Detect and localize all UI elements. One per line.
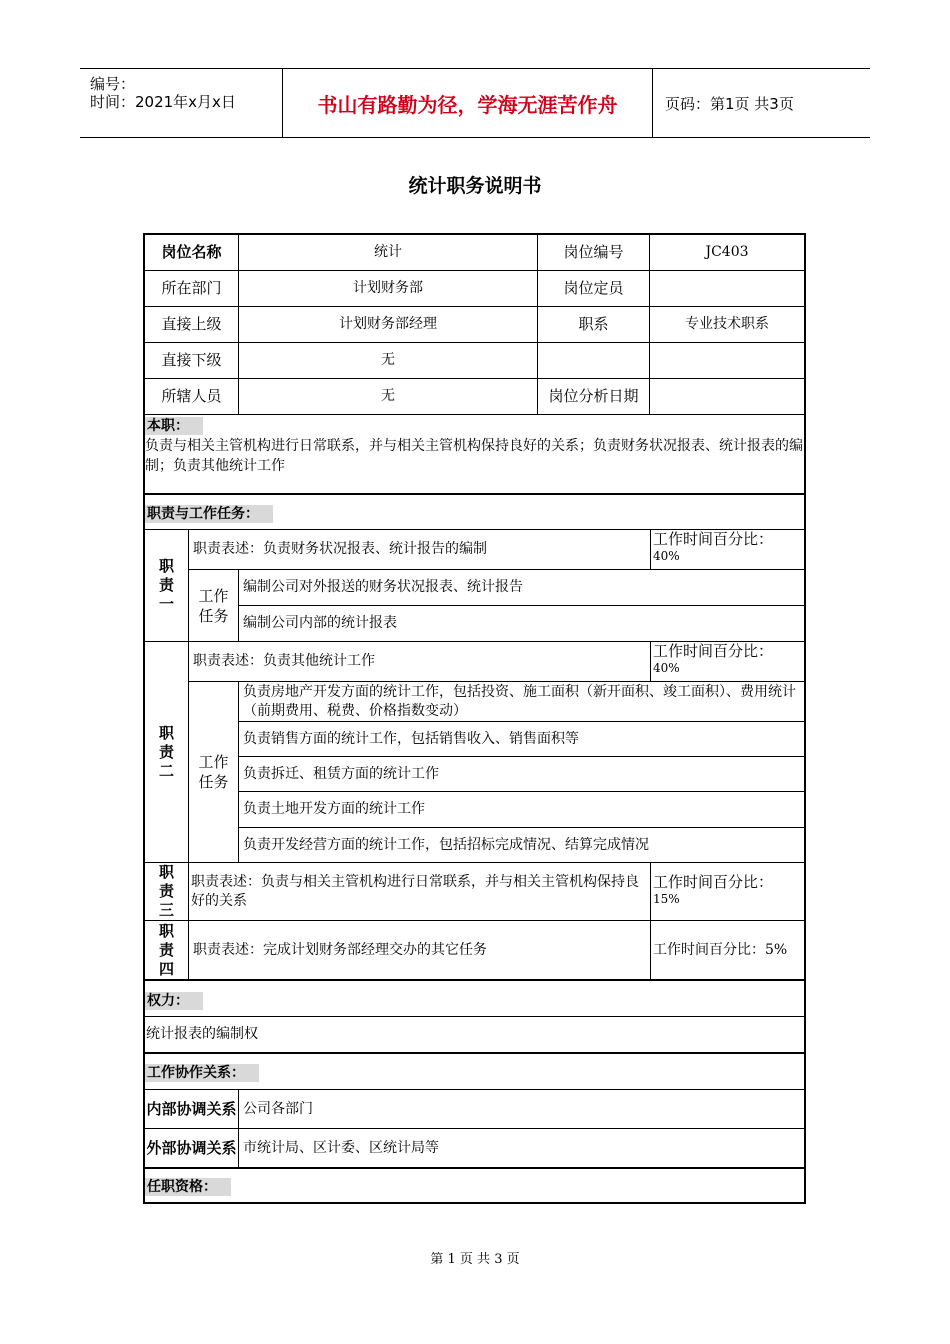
quota-label: 岗位定员: [538, 271, 650, 307]
relations-label: 工作协作关系：: [145, 1064, 259, 1082]
header-motto: 书山有路勤为径，学海无涯苦作舟: [283, 69, 653, 137]
duty-2-pct-label: 工作时间百分比：: [653, 642, 774, 660]
page-footer: 第 1 页 共 3 页: [430, 1252, 520, 1267]
duty-4-name: 职责四: [158, 921, 174, 978]
duty-text: 负责与相关主管机构进行日常联系，并与相关主管机构保持良好的关系；负责财务状况报表、统计报表的编制；负责其他统计工作: [145, 438, 803, 474]
staff-label: 所辖人员: [145, 379, 239, 415]
duty-2-pct: [651, 642, 804, 682]
quota-value: [650, 271, 804, 307]
duty-3-name: 职责三: [158, 863, 174, 919]
duty-2-pct-value: 40%: [653, 661, 680, 675]
job-description-form: [143, 233, 806, 1204]
duty-1-task-label: 工作任务: [189, 570, 239, 642]
duty-3-pct-value: 15%: [653, 892, 680, 906]
qualification-label: 任职资格：: [145, 1178, 231, 1196]
document-header: [80, 68, 870, 138]
analysis-date-value: [650, 379, 804, 415]
superior-value: 计划财务部经理: [239, 307, 538, 343]
series-label: 职系: [538, 307, 650, 343]
responsibilities-label: 职责与工作任务：: [145, 505, 273, 523]
header-time: 时间：2021年x月x日: [90, 93, 236, 111]
duty-2-task-5: 负责开发经营方面的统计工作，包括招标完成情况、结算完成情况: [239, 828, 804, 863]
duty-1-pct: [651, 530, 804, 570]
subordinate-label: 直接下级: [145, 343, 239, 379]
duty-section: [145, 415, 804, 495]
duty-3-pct: [651, 863, 804, 921]
duty-3-pct-label: 工作时间百分比：: [653, 873, 774, 891]
authority-header: [145, 983, 804, 1017]
external-label: 外部协调关系: [146, 1138, 237, 1157]
header-number: 编号：: [90, 75, 136, 93]
duty-1-task-2: 编制公司内部的统计报表: [239, 606, 804, 642]
duty-1-name-cell: [145, 530, 189, 642]
duty-1-name: 职责一: [158, 557, 174, 613]
superior-label: 直接上级: [145, 307, 239, 343]
relations-header: [145, 1056, 804, 1090]
duty-3-name-cell: [145, 863, 189, 921]
internal-value: 公司各部门: [239, 1090, 804, 1129]
duty-2-task-3: 负责拆迁、租赁方面的统计工作: [239, 757, 804, 792]
responsibilities-header: [145, 497, 804, 530]
header-meta: [80, 69, 283, 137]
duty-3-desc: 职责表述：负责与相关主管机构进行日常联系，并与相关主管机构保持良好的关系: [189, 863, 651, 921]
duty-4-name-cell: [145, 921, 189, 981]
analysis-date-label: 岗位分析日期: [538, 379, 650, 415]
duty-2-name-cell: [145, 642, 189, 863]
duty-1-pct-value: 40%: [653, 549, 680, 563]
duty-2-task-4: 负责土地开发方面的统计工作: [239, 792, 804, 828]
staff-value: 无: [239, 379, 538, 415]
duty-2-task-label: 工作任务: [189, 682, 239, 863]
authority-label: 权力：: [145, 992, 203, 1010]
duty-2-name: 职责二: [158, 723, 174, 780]
subordinate-value: 无: [239, 343, 538, 379]
post-name-value: 统计: [239, 235, 538, 271]
duty-label: 本职：: [145, 417, 203, 435]
internal-label-cell: [145, 1090, 239, 1129]
empty-cell: [650, 343, 804, 379]
series-value: 专业技术职系: [650, 307, 804, 343]
page-title: 统计职务说明书: [408, 175, 542, 197]
duty-4-pct: 工作时间百分比：5%: [651, 921, 804, 981]
duty-2-task-2: 负责销售方面的统计工作，包括销售收入、销售面积等: [239, 722, 804, 757]
duty-1-task-1: 编制公司对外报送的财务状况报表、统计报告: [239, 570, 804, 606]
internal-label: 内部协调关系: [146, 1099, 237, 1118]
empty-cell: [538, 343, 650, 379]
duty-1-pct-label: 工作时间百分比：: [653, 530, 774, 548]
authority-text: 统计报表的编制权: [145, 1017, 804, 1054]
qualification-header: [145, 1171, 804, 1202]
duty-2-task-1: 负责房地产开发方面的统计工作，包括投资、施工面积（新开面积、竣工面积）、费用统计（前期费用、税费、价格指数变动）: [239, 682, 804, 722]
external-label-cell: [145, 1129, 239, 1169]
post-name-label: 岗位名称: [145, 235, 239, 271]
header-page-code: 页码：第1页 共3页: [665, 94, 794, 113]
post-code-value: JC403: [650, 235, 804, 271]
dept-value: 计划财务部: [239, 271, 538, 307]
duty-4-desc: 职责表述：完成计划财务部经理交办的其它任务: [189, 921, 651, 981]
post-code-label: 岗位编号: [538, 235, 650, 271]
external-value: 市统计局、区计委、区统计局等: [239, 1129, 804, 1169]
duty-2-desc: 职责表述：负责其他统计工作: [189, 642, 651, 682]
duty-1-desc: 职责表述：负责财务状况报表、统计报告的编制: [189, 530, 651, 570]
dept-label: 所在部门: [145, 271, 239, 307]
